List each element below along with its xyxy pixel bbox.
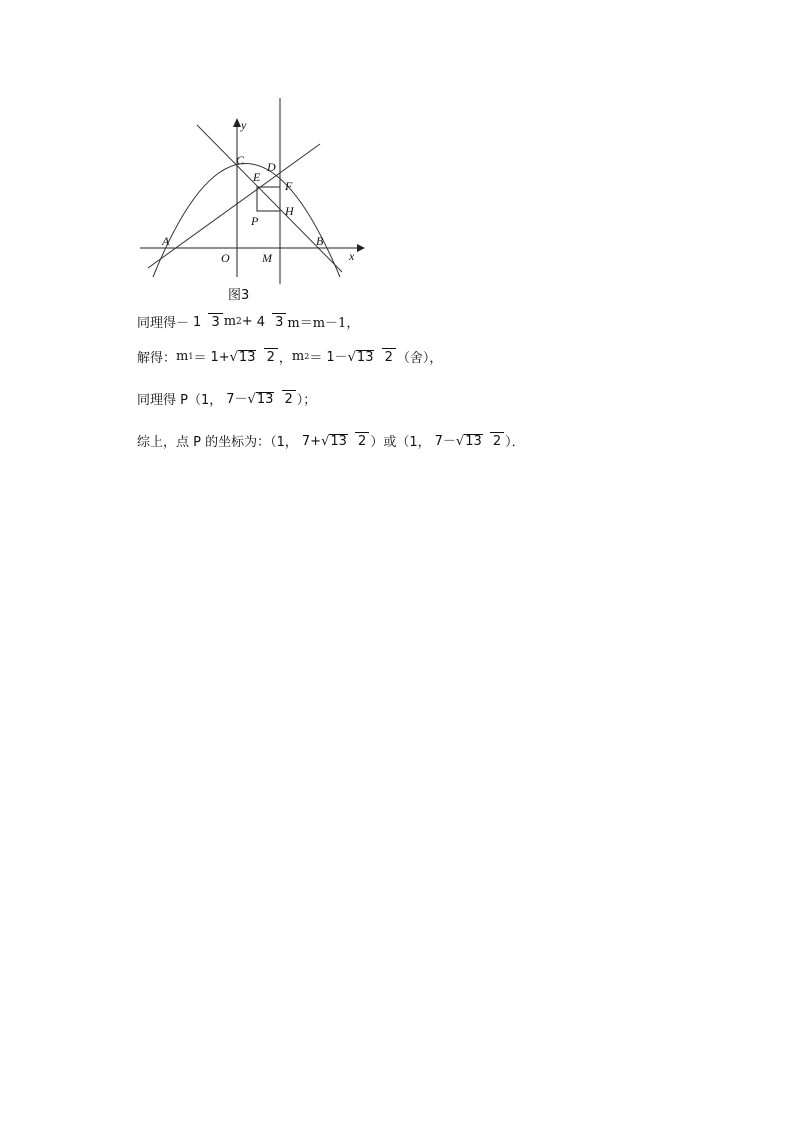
fraction-denominator: 2 xyxy=(382,348,396,365)
label-e: E xyxy=(253,170,261,184)
line2-prefix: 解得： xyxy=(137,351,177,366)
line4-rest: ）． xyxy=(505,435,525,450)
solution-line-4 xyxy=(137,431,525,450)
line4-prefix: 综上，点 P 的坐标为：（1， xyxy=(137,435,298,450)
fraction-numerator xyxy=(432,434,486,450)
figure-caption: 图3 xyxy=(228,288,250,303)
fraction-numerator xyxy=(207,350,259,366)
label-a: A xyxy=(162,234,170,248)
label-d: D xyxy=(267,160,276,174)
radicand: 13 xyxy=(256,391,274,407)
fraction-denominator: 3 xyxy=(272,313,286,330)
numerator-prefix: 7－ xyxy=(226,391,248,407)
separator: ， xyxy=(278,351,292,366)
sqrt-13 xyxy=(456,434,483,449)
sqrt-13 xyxy=(348,350,375,365)
equals-sign: ＝ xyxy=(309,351,323,366)
line-cb xyxy=(197,125,342,272)
fraction-second-point xyxy=(432,432,505,450)
radicand: 13 xyxy=(238,349,256,365)
fraction-denominator: 3 xyxy=(208,313,222,330)
solution-line-1 xyxy=(137,312,359,331)
equals-sign: ＝ xyxy=(193,351,207,366)
label-y: y xyxy=(241,118,247,132)
line3-prefix: 同理得 P（1， xyxy=(137,393,223,408)
solution-line-2 xyxy=(137,347,442,366)
y-axis-arrow xyxy=(233,118,241,127)
x-axis-arrow xyxy=(357,244,365,252)
fraction-denominator: 2 xyxy=(282,390,296,407)
numerator-prefix: 7－ xyxy=(434,433,456,449)
square-efhp xyxy=(257,187,280,211)
numerator-prefix: 1－ xyxy=(326,349,348,365)
sqrt-13 xyxy=(230,350,257,365)
radical-sign: √ xyxy=(229,349,238,365)
fraction-four-thirds xyxy=(254,313,287,331)
solution-line-3 xyxy=(137,389,316,408)
fraction-numerator xyxy=(323,350,377,366)
fraction-m1 xyxy=(207,348,277,366)
label-p: P xyxy=(251,214,259,228)
line1-prefix: 同理得－ xyxy=(137,316,190,331)
fraction-one-third xyxy=(190,313,223,331)
radicand: 13 xyxy=(356,349,374,365)
variable-m1: m xyxy=(176,349,189,364)
fraction-y-coordinate xyxy=(223,390,296,408)
radicand: 13 xyxy=(330,433,347,449)
radical-sign: √ xyxy=(321,433,330,449)
geometry-figure xyxy=(135,92,370,287)
line1-rest: m＝m－1， xyxy=(287,316,360,331)
fraction-denominator: 2 xyxy=(264,348,278,365)
radical-sign: √ xyxy=(455,433,465,449)
fraction-numerator xyxy=(223,392,277,408)
line2-rest: （舍）， xyxy=(396,351,443,366)
label-c: C xyxy=(236,153,245,167)
variable-m: m xyxy=(223,314,237,329)
fraction-numerator: 4 xyxy=(256,314,265,330)
line4-mid: ）或（1， xyxy=(370,435,431,450)
plus-sign: + xyxy=(241,314,253,329)
fraction-numerator xyxy=(299,434,351,450)
parabola xyxy=(153,164,340,278)
radical-sign: √ xyxy=(247,391,256,407)
label-o: O xyxy=(221,251,230,265)
label-b: B xyxy=(316,234,324,248)
sqrt-13 xyxy=(248,392,275,407)
sqrt-13 xyxy=(321,434,348,449)
fraction-numerator: 1 xyxy=(193,314,202,330)
fraction-first-point xyxy=(299,432,369,450)
fraction-m2 xyxy=(323,348,396,366)
line3-rest: ）； xyxy=(296,393,317,408)
label-h: H xyxy=(285,204,294,218)
subscript-1: 1 xyxy=(188,352,194,361)
label-x: x xyxy=(349,249,355,263)
radicand: 13 xyxy=(465,433,482,449)
subscript-2: 2 xyxy=(304,352,310,361)
numerator-prefix: 7+ xyxy=(301,433,322,449)
label-m: M xyxy=(262,251,272,265)
exponent: 2 xyxy=(236,316,242,327)
numerator-prefix: 1+ xyxy=(210,349,230,365)
fraction-denominator: 2 xyxy=(355,432,369,449)
fraction-denominator: 2 xyxy=(490,432,504,449)
radical-sign: √ xyxy=(347,349,356,365)
label-f: F xyxy=(285,179,293,193)
variable-m2: m xyxy=(291,349,305,364)
